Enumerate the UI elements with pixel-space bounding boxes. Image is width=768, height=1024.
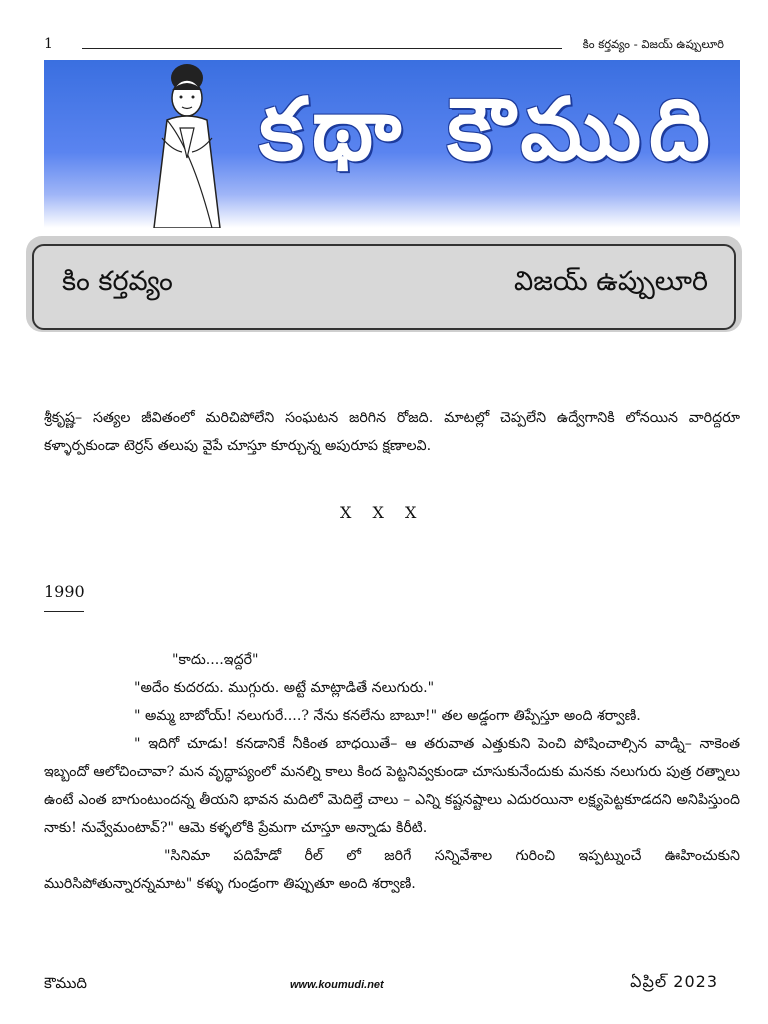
dialogue-paragraph: "సినిమా పదిహేడో రీల్ లో జరిగే సన్నివేశాల గురించి ఇప్పట్నుంచే ఊహించుకుని మురిసిపోతున్నారన్నమాట" కళ్ళు గుండ్రంగా తిప్పుతూ అంది శర్వాణి. [44,848,740,892]
footer-magazine-name: కౌముది [44,974,88,992]
banner [44,60,740,228]
dialogue-section [44,646,740,898]
dialogue-paragraph: " ఇదిగో చూడు! కనడానికే నీకింత బాధయితే– ఆ తరువాత ఎత్తుకుని పెంచి పోషించాల్సిన వాడ్ని– నాకెంత ఇబ్బందో ఆలోచించావా? మన వృద్ధాప్యంలో మనల్ని కాలు కింద పెట్టనివ్వకుండా చూసుకునేందుకు మనకు నలుగురు పుత్ర రత్నాలు ఉంటే ఎంత బాగుంటుందన్న తీయని భావన మదిలో మెదిల్తే చాలు – ఎన్ని కష్టనష్టాలు ఎదురయినా లక్ష్యపెట్టకూడదని అనిపిస్తుంది నాకు! నువ్వేమంటావ్?" ఆమె కళ్ళలోకి ప్రేమగా చూస్తూ అన్నాడు కిరీటి. [44,736,740,836]
story-author: విజయ్ ఉప్పులూరి [514,266,708,297]
section-separator: X X X [340,503,425,522]
page-number: 1 [44,36,53,52]
title-box [32,244,736,330]
banner-title: కథా కౌముది [259,80,718,180]
dialogue-paragraph: "అదేం కుదరదు. ముగ్గురు. అట్టే మాట్లాడితే నలుగురు." [134,680,435,696]
woman-namaste-illustration-icon [132,60,242,228]
year-heading: 1990 [44,582,85,601]
dialogue-paragraph: " అమ్మ బాబోయ్! నలుగురే....? నేను కనలేను బాబూ!" తల అడ్డంగా తిప్పేస్తూ అంది శర్వాణి. [134,708,641,724]
intro-paragraph: శ్రీకృష్ణ– సత్యల జీవితంలో మరిచిపోలేని సంఘటన జరిగిన రోజది. మాటల్లో చెప్పలేని ఉద్వేగానికి లోనయిన వారిద్దరూ కళ్ళార్పకుండా టెర్రస్ తలుపు వైపే చూస్తూ కూర్చున్న అపురూప క్షణాలవి. [44,410,740,454]
dialogue-paragraph: "కాదు....ఇద్దరే" [172,652,259,668]
year-underline [44,611,84,612]
footer-website-link[interactable]: www.koumudi.net [290,979,384,991]
footer-issue-date: ఏప్రిల్ 2023 [630,972,718,991]
header-rule [82,48,562,49]
running-title: కిం కర్తవ్యం - విజయ్ ఉప్పులూరి [582,37,724,51]
story-title: కిం కర్తవ్యం [62,266,173,297]
